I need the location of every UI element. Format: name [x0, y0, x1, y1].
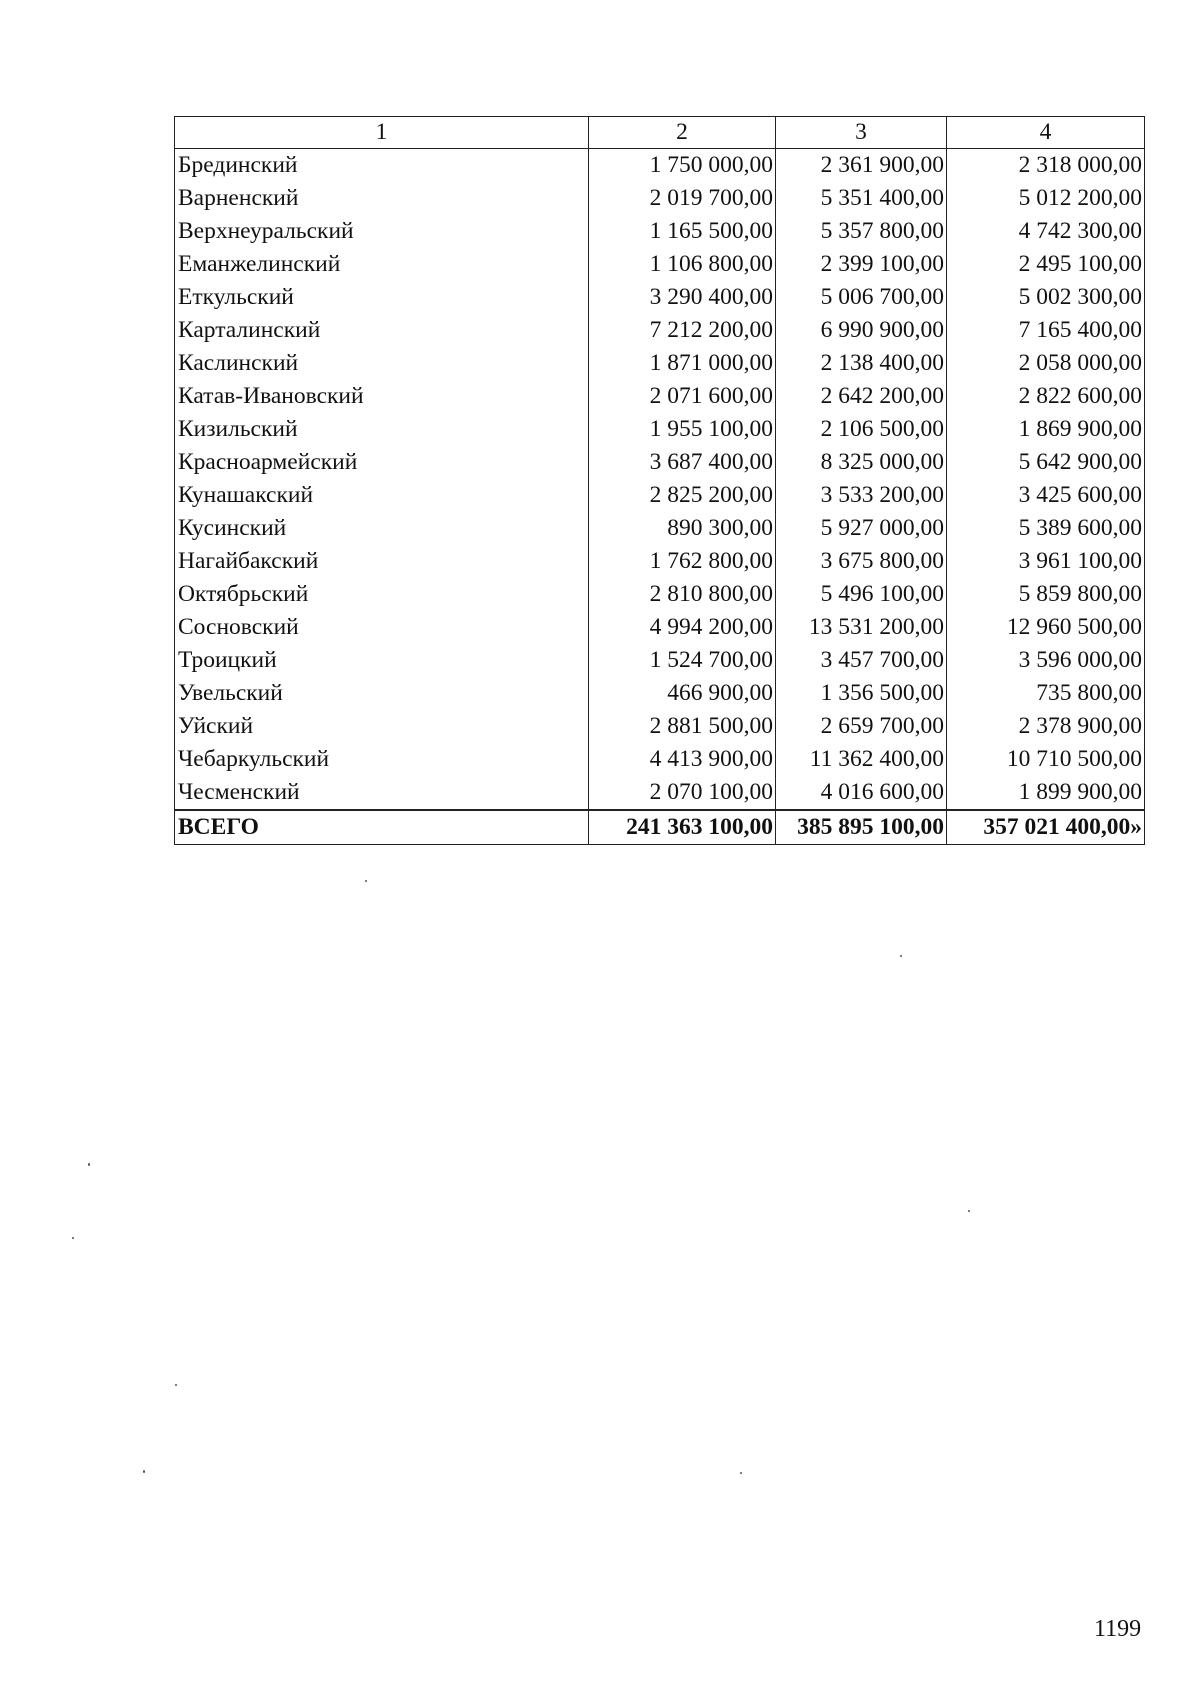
value-column-3: 6 990 900,00: [776, 314, 947, 347]
table-row: [175, 248, 1145, 281]
district-name: Еманжелинский: [175, 248, 589, 281]
district-name: Верхнеуральский: [175, 215, 589, 248]
district-name: Катав-Ивановский: [175, 380, 589, 413]
value-column-4: 1 899 900,00: [947, 776, 1145, 810]
district-name: Чесменский: [175, 776, 589, 810]
value-column-4: 2 318 000,00: [947, 149, 1145, 183]
value-column-4: 12 960 500,00: [947, 611, 1145, 644]
value-column-3: 2 659 700,00: [776, 710, 947, 743]
value-column-2: 3 687 400,00: [589, 446, 776, 479]
value-column-4: 2 495 100,00: [947, 248, 1145, 281]
value-column-3: 8 325 000,00: [776, 446, 947, 479]
value-column-2: 4 413 900,00: [589, 743, 776, 776]
value-column-4: 5 859 800,00: [947, 578, 1145, 611]
value-column-2: 466 900,00: [589, 677, 776, 710]
value-column-2: 2 071 600,00: [589, 380, 776, 413]
value-column-4: 1 869 900,00: [947, 413, 1145, 446]
value-column-3: 11 362 400,00: [776, 743, 947, 776]
table-row: [175, 776, 1145, 810]
table-row: [175, 479, 1145, 512]
value-column-2: 1 762 800,00: [589, 545, 776, 578]
value-column-4: 735 800,00: [947, 677, 1145, 710]
scan-speck: [175, 1384, 177, 1386]
value-column-4: 3 596 000,00: [947, 644, 1145, 677]
district-name: Увельский: [175, 677, 589, 710]
table-row: [175, 413, 1145, 446]
district-name: Каслинский: [175, 347, 589, 380]
district-name: Варненский: [175, 182, 589, 215]
district-name: Красноармейский: [175, 446, 589, 479]
value-column-4: 10 710 500,00: [947, 743, 1145, 776]
value-column-3: 2 106 500,00: [776, 413, 947, 446]
table-row: [175, 677, 1145, 710]
table-row: [175, 281, 1145, 314]
value-column-3: 2 361 900,00: [776, 149, 947, 183]
scan-speck: [968, 1210, 970, 1212]
table-row: [175, 446, 1145, 479]
budget-table: [174, 116, 1145, 845]
scan-speck: [365, 880, 367, 882]
value-column-2: 3 290 400,00: [589, 281, 776, 314]
value-column-3: 3 675 800,00: [776, 545, 947, 578]
value-column-3: 2 642 200,00: [776, 380, 947, 413]
district-name: Кунашакский: [175, 479, 589, 512]
value-column-3: 2 138 400,00: [776, 347, 947, 380]
value-column-3: 3 533 200,00: [776, 479, 947, 512]
value-column-3: 2 399 100,00: [776, 248, 947, 281]
value-column-4: 2 058 000,00: [947, 347, 1145, 380]
column-header-4: 4: [947, 117, 1145, 149]
value-column-4: 5 012 200,00: [947, 182, 1145, 215]
value-column-3: 5 496 100,00: [776, 578, 947, 611]
value-column-3: 5 357 800,00: [776, 215, 947, 248]
value-column-4: 4 742 300,00: [947, 215, 1145, 248]
value-column-2: 7 212 200,00: [589, 314, 776, 347]
table-row: [175, 611, 1145, 644]
table-row: [175, 710, 1145, 743]
value-column-4: 5 002 300,00: [947, 281, 1145, 314]
value-column-2: 1 750 000,00: [589, 149, 776, 183]
value-column-2: 1 165 500,00: [589, 215, 776, 248]
value-column-2: 2 810 800,00: [589, 578, 776, 611]
district-name: Октябрьский: [175, 578, 589, 611]
column-header-1: 1: [175, 117, 589, 149]
table-row: [175, 215, 1145, 248]
table-row: [175, 149, 1145, 183]
value-column-4: 2 822 600,00: [947, 380, 1145, 413]
district-name: Брединский: [175, 149, 589, 183]
value-column-2: 2 019 700,00: [589, 182, 776, 215]
scan-speck: [72, 1237, 74, 1239]
district-name: Кусинский: [175, 512, 589, 545]
table-body: [175, 149, 1145, 811]
table-row: [175, 314, 1145, 347]
value-column-3: 4 016 600,00: [776, 776, 947, 810]
district-name: Карталинский: [175, 314, 589, 347]
column-header-2: 2: [589, 117, 776, 149]
district-name: Сосновский: [175, 611, 589, 644]
table-row: [175, 644, 1145, 677]
value-column-3: 5 351 400,00: [776, 182, 947, 215]
district-name: Нагайбакский: [175, 545, 589, 578]
table-row: [175, 347, 1145, 380]
value-column-3: 5 927 000,00: [776, 512, 947, 545]
total-label: ВСЕГО: [175, 810, 589, 845]
scan-speck: [900, 955, 902, 957]
scan-speck: [740, 1472, 742, 1474]
value-column-4: 3 961 100,00: [947, 545, 1145, 578]
column-header-3: 3: [776, 117, 947, 149]
district-name: Уйский: [175, 710, 589, 743]
scan-speck: [88, 1163, 90, 1166]
value-column-4: 3 425 600,00: [947, 479, 1145, 512]
value-column-4: 2 378 900,00: [947, 710, 1145, 743]
table-row: [175, 545, 1145, 578]
page-number: 1199: [1094, 1616, 1142, 1642]
total-row: [175, 810, 1145, 845]
value-column-2: 1 106 800,00: [589, 248, 776, 281]
value-column-2: 1 871 000,00: [589, 347, 776, 380]
value-column-4: 5 642 900,00: [947, 446, 1145, 479]
district-name: Кизильский: [175, 413, 589, 446]
table-row: [175, 380, 1145, 413]
value-column-3: 1 356 500,00: [776, 677, 947, 710]
value-column-2: 1 955 100,00: [589, 413, 776, 446]
value-column-2: 1 524 700,00: [589, 644, 776, 677]
value-column-4: 5 389 600,00: [947, 512, 1145, 545]
table-row: [175, 578, 1145, 611]
value-column-3: 3 457 700,00: [776, 644, 947, 677]
total-column-4: 357 021 400,00»: [947, 810, 1145, 845]
district-name: Троицкий: [175, 644, 589, 677]
scan-speck: [143, 1470, 145, 1473]
value-column-3: 5 006 700,00: [776, 281, 947, 314]
header-row: [175, 117, 1145, 149]
district-name: Еткульский: [175, 281, 589, 314]
value-column-2: 2 881 500,00: [589, 710, 776, 743]
total-column-2: 241 363 100,00: [589, 810, 776, 845]
district-name: Чебаркульский: [175, 743, 589, 776]
table-row: [175, 182, 1145, 215]
value-column-2: 2 825 200,00: [589, 479, 776, 512]
value-column-2: 4 994 200,00: [589, 611, 776, 644]
total-column-3: 385 895 100,00: [776, 810, 947, 845]
value-column-4: 7 165 400,00: [947, 314, 1145, 347]
value-column-2: 890 300,00: [589, 512, 776, 545]
table-row: [175, 743, 1145, 776]
value-column-3: 13 531 200,00: [776, 611, 947, 644]
value-column-2: 2 070 100,00: [589, 776, 776, 810]
table-row: [175, 512, 1145, 545]
